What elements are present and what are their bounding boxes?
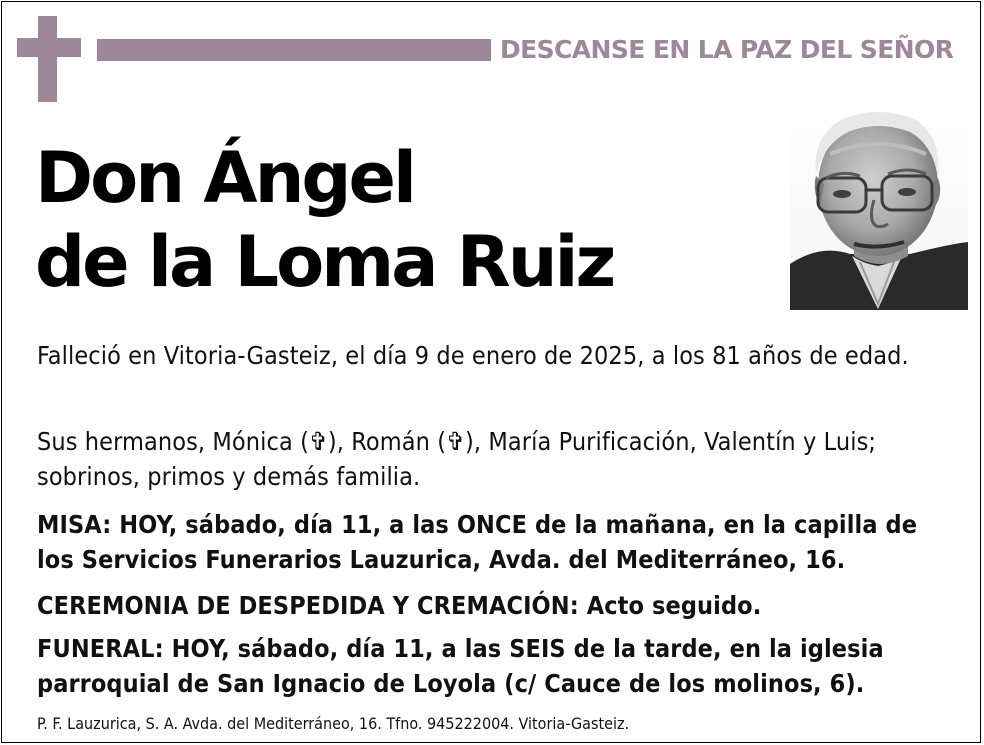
name-line-1: Don Ángel [35, 137, 414, 219]
portrait-photo [790, 104, 968, 310]
mass-info: MISA: HOY, sábado, día 11, a las ONCE de la mañana, en la capilla de los Servicios Funerarios Lauzurica, Avda. del Mediterráneo, 16. [37, 510, 918, 574]
cross-icon [17, 16, 81, 102]
death-statement: Falleció en Vitoria-Gasteiz, el día 9 de enero de 2025, a los 81 años de edad. [37, 341, 909, 370]
header-title: DESCANSE EN LA PAZ DEL SEÑOR [500, 35, 954, 64]
funeral-info: FUNERAL: HOY, sábado, día 11, a las SEIS de la tarde, en la iglesia parroquial de San Ignacio de Loyola (c/ Cauce de los molinos, 6). [37, 634, 884, 698]
family-statement: Sus hermanos, Mónica (✞), Román (✞), María Purificación, Valentín y Luis; sobrinos, primos y demás familia. [37, 427, 877, 491]
portrait-illustration [790, 104, 968, 310]
deceased-name [35, 136, 613, 304]
funeral-home-footer: P. F. Lauzurica, S. A. Avda. del Mediterráneo, 16. Tfno. 945222004. Vitoria-Gasteiz. [37, 714, 630, 733]
name-line-2: de la Loma Ruiz [35, 221, 614, 303]
ceremony-info: CEREMONIA DE DESPEDIDA Y CREMACIÓN: Acto seguido. [37, 591, 762, 620]
header-divider-bar [97, 39, 491, 61]
